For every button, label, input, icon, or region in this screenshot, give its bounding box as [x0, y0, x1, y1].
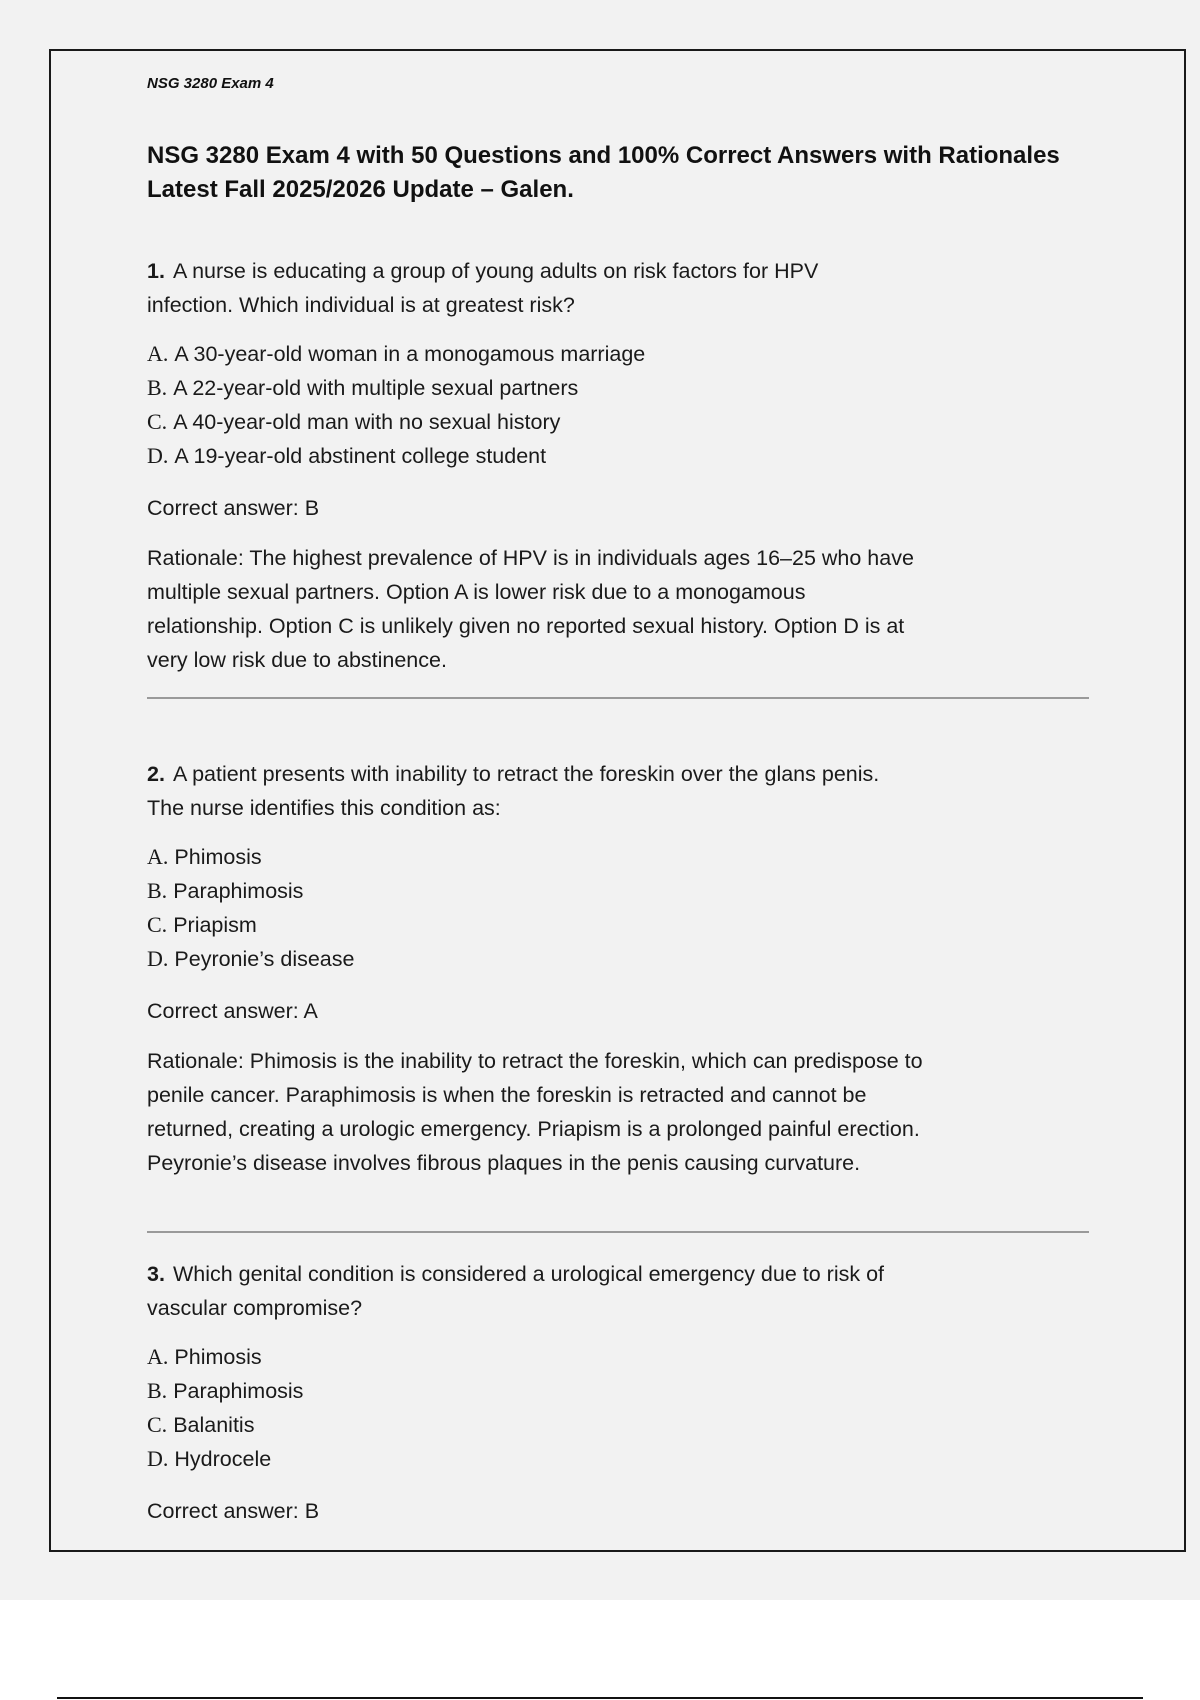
rationale-line: multiple sexual partners. Option A is lower risk due to a monogamous — [147, 580, 806, 604]
option-letter: B. — [147, 1378, 168, 1403]
question-text: vascular compromise? — [147, 1296, 363, 1320]
rationale-line: Rationale: Phimosis is the inability to retract the foreskin, which can predispose to — [147, 1049, 923, 1073]
option-c — [147, 1408, 1137, 1442]
question-2 — [147, 757, 1137, 1180]
document-title — [147, 139, 1127, 207]
option-text: A 19-year-old abstinent college student — [174, 444, 547, 468]
footer-rule — [57, 1697, 1143, 1699]
option-letter: D. — [147, 1446, 169, 1471]
option-b — [147, 371, 1137, 405]
question-number: 1. — [147, 259, 165, 283]
option-b — [147, 1374, 1137, 1408]
question-1 — [147, 254, 1137, 677]
option-text: Priapism — [173, 913, 257, 937]
question-number: 3. — [147, 1262, 165, 1286]
option-letter: A. — [147, 844, 169, 869]
question-number: 2. — [147, 762, 165, 786]
document-title-line: Latest Fall 2025/2026 Update – Galen. — [147, 176, 574, 203]
option-letter: C. — [147, 1412, 168, 1437]
option-letter: A. — [147, 1344, 169, 1369]
correct-answer: Correct answer: B — [147, 1499, 320, 1523]
option-a — [147, 337, 1137, 371]
document-page — [49, 49, 1186, 1552]
question-text: Which genital condition is considered a urological emergency due to risk of — [172, 1262, 885, 1286]
rationale — [147, 1044, 1107, 1180]
option-letter: C. — [147, 409, 168, 434]
question-text: A patient presents with inability to retract the foreskin over the glans penis. — [172, 762, 880, 786]
correct-answer: Correct answer: A — [147, 999, 318, 1023]
option-letter: D. — [147, 946, 169, 971]
option-text: Peyronie’s disease — [174, 947, 355, 971]
question-text: The nurse identifies this condition as: — [147, 796, 501, 820]
option-letter: A. — [147, 341, 169, 366]
option-d — [147, 942, 1137, 976]
option-text: A 22-year-old with multiple sexual partners — [173, 376, 579, 400]
answer-options — [147, 337, 1137, 473]
question-text: infection. Which individual is at greatest risk? — [147, 293, 575, 317]
rationale — [147, 541, 1107, 677]
option-c — [147, 908, 1137, 942]
document-title-line: NSG 3280 Exam 4 with 50 Questions and 100% Correct Answers with Rationales — [147, 142, 1060, 169]
option-b — [147, 874, 1137, 908]
option-text: A 30-year-old woman in a monogamous marriage — [174, 342, 646, 366]
option-a — [147, 1340, 1137, 1374]
correct-answer: Correct answer: B — [147, 496, 320, 520]
answer-options — [147, 1340, 1137, 1476]
option-c — [147, 405, 1137, 439]
option-a — [147, 840, 1137, 874]
option-text: Balanitis — [173, 1413, 255, 1437]
option-text: Paraphimosis — [173, 879, 304, 903]
running-header: NSG 3280 Exam 4 — [147, 75, 274, 92]
option-text: Phimosis — [174, 1345, 262, 1369]
option-letter: D. — [147, 443, 169, 468]
rationale-line: returned, creating a urologic emergency. Priapism is a prolonged painful erection. — [147, 1117, 920, 1141]
section-divider — [147, 697, 1089, 699]
option-text: Hydrocele — [174, 1447, 272, 1471]
question-3 — [147, 1257, 1137, 1528]
rationale-line: penile cancer. Paraphimosis is when the foreskin is retracted and cannot be — [147, 1083, 867, 1107]
section-divider — [147, 1231, 1089, 1233]
option-text: Phimosis — [174, 845, 262, 869]
answer-options — [147, 840, 1137, 976]
option-letter: B. — [147, 375, 168, 400]
rationale-line: very low risk due to abstinence. — [147, 648, 447, 672]
rationale-line: Rationale: The highest prevalence of HPV is in individuals ages 16–25 who have — [147, 546, 914, 570]
option-text: Paraphimosis — [173, 1379, 304, 1403]
option-letter: C. — [147, 912, 168, 937]
question-stem — [147, 757, 1137, 825]
option-text: A 40-year-old man with no sexual history — [173, 410, 561, 434]
option-letter: B. — [147, 878, 168, 903]
option-d — [147, 439, 1137, 473]
question-stem — [147, 1257, 1137, 1325]
rationale-line: Peyronie’s disease involves fibrous plaques in the penis causing curvature. — [147, 1151, 861, 1175]
rationale-line: relationship. Option C is unlikely given no reported sexual history. Option D is at — [147, 614, 905, 638]
question-text: A nurse is educating a group of young adults on risk factors for HPV — [172, 259, 819, 283]
option-d — [147, 1442, 1137, 1476]
question-stem — [147, 254, 1137, 322]
